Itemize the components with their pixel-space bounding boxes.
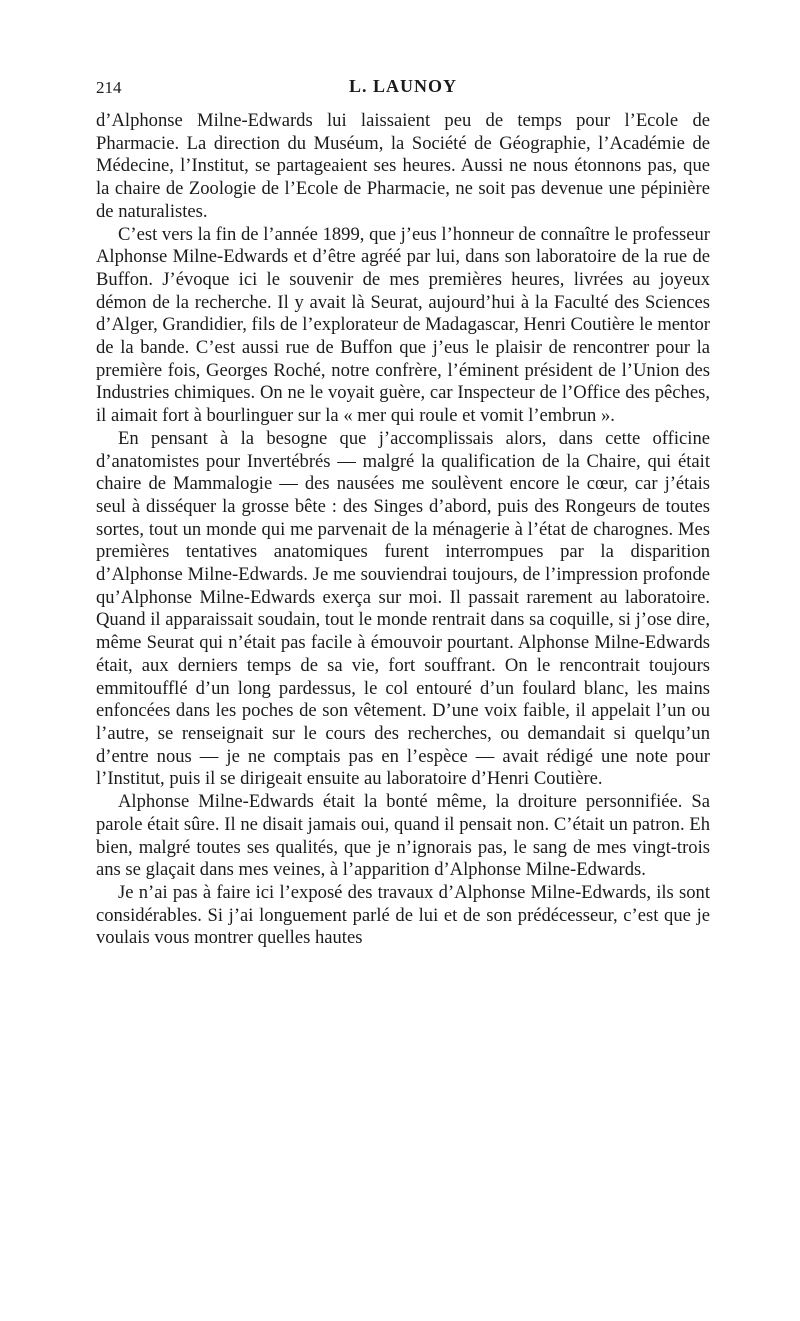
paragraph-3: En pensant à la besogne que j’accomplissais alors, dans cette officine d’anatomistes pour Invertébrés — malgré la qualification de la Chaire, qui était chaire de Mammalogie — des nausées me soulèvent encore le cœur, car j’étais seul à disséquer la grosse bête : des Singes d’abord, puis des Rongeurs de toutes sortes, tout un monde qui me parvenait de la ménagerie à l’état de charognes. Mes premières tentatives anatomiques furent interrompues par la disparition d’Alphonse Milne-Edwards. Je me souviendrai toujours, de l’impression profonde qu’Alphonse Milne-Edwards exerça sur moi. Il passait rarement au laboratoire. Quand il apparaissait soudain, tout le monde rentrait dans sa coquille, si j’ose dire, même Seurat qui n’était pas facile à émouvoir pourtant. Alphonse Milne-Edwards était, aux derniers temps de sa vie, fort souffrant. On le rencontrait toujours emmitoufflé d’un long pardessus, le col entouré d’un foulard blanc, les mains enfoncées dans les poches de son vêtement. D’une voix faible, il appelait l’un ou l’autre, se renseignait sur le cours des recherches, ou demandait si quelqu’un d’entre nous — je ne comptais pas en l’espèce — avait rédigé une note pour l’Institut, puis il se dirigeait ensuite au laboratoire d’Henri Coutière. <box>96 427 710 790</box>
running-head: L. LAUNOY <box>348 76 457 96</box>
page-header <box>96 76 710 110</box>
paragraph-4: Alphonse Milne-Edwards était la bonté même, la droiture personnifiée. Sa parole était sûre. Il ne disait jamais oui, quand il pensait non. C’était un patron. Eh bien, malgré toutes ses qualités, que je n’ignorais pas, le sang de mes vingt-trois ans se glaçait dans mes veines, à l’apparition d’Alphonse Milne-Edwards. <box>96 791 710 881</box>
page-number: 214 <box>96 78 122 97</box>
paragraph-5: Je n’ai pas à faire ici l’exposé des travaux d’Alphonse Milne-Edwards, ils sont considérables. Si j’ai longuement parlé de lui et de son prédécesseur, c’est que je voulais vous montrer quelles hautes <box>96 881 710 949</box>
document-page <box>96 76 710 950</box>
paragraph-2: C’est vers la fin de l’année 1899, que j’eus l’honneur de connaître le professeur Alphonse Milne-Edwards et d’être agréé par lui, dans son laboratoire de la rue de Buffon. J’évoque ici le souvenir de mes premières heures, livrées au joyeux démon de la recherche. Il y avait là Seurat, aujourd’hui à la Faculté des Sciences d’Alger, Grandidier, fils de l’explorateur de Madagascar, Henri Coutière le mentor de la bande. C’est aussi rue de Buffon que j’eus le plaisir de rencontrer pour la première fois, Georges Roché, notre confrère, l’éminent président de l’Union des Industries chimiques. On ne le voyait guère, car Inspecteur de l’Office des pêches, il aimait fort à bourlinguer sur la « mer qui roule et vomit l’embrun ». <box>96 223 710 427</box>
body-text <box>96 110 710 950</box>
paragraph-1: d’Alphonse Milne-Edwards lui laissaient peu de temps pour l’Ecole de Pharmacie. La direction du Muséum, la Société de Géographie, l’Académie de Médecine, l’Institut, se partageaient ses heures. Aussi ne nous étonnons pas, que la chaire de Zoologie de l’Ecole de Pharmacie, ne soit pas devenue une pépinière de naturalistes. <box>96 110 710 222</box>
